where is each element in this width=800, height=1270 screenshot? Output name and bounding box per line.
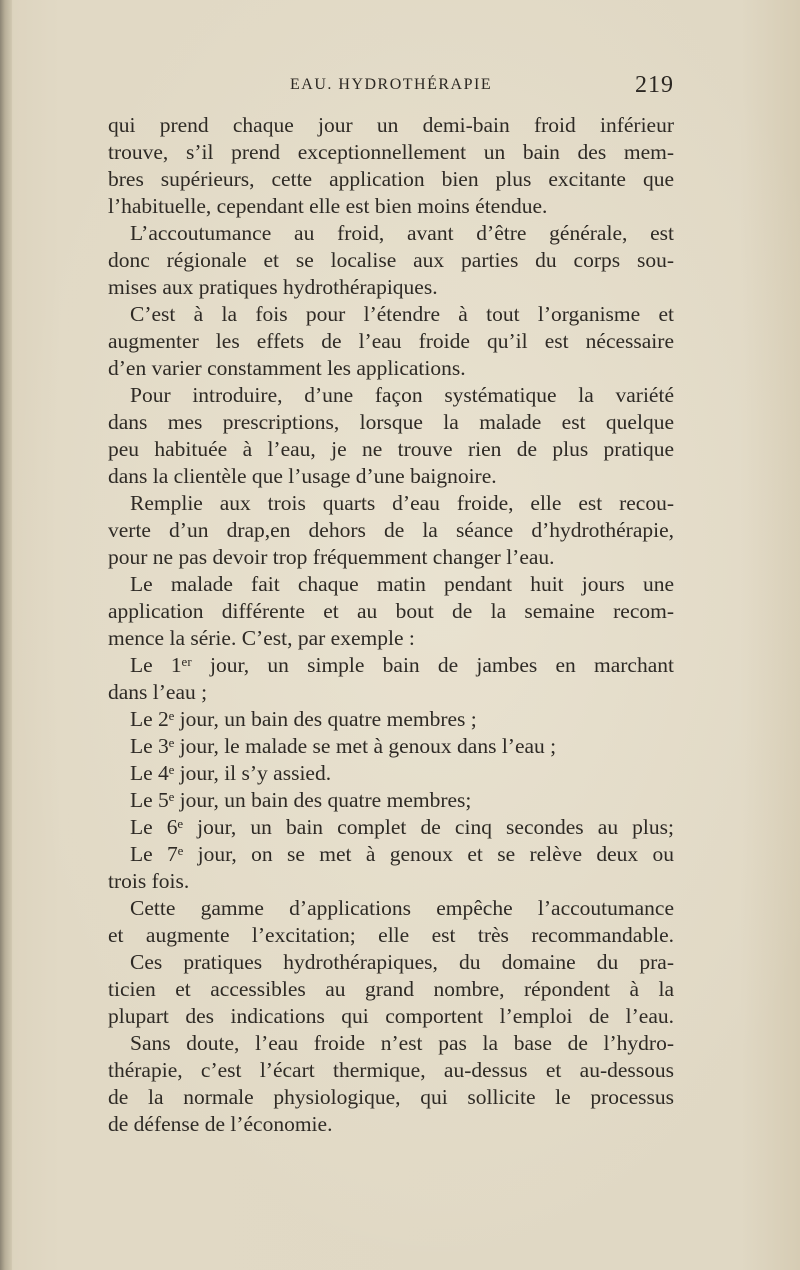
text-line: Le 2ᵉ jour, un bain des quatre membres ;	[130, 707, 477, 731]
text-line: Cette gamme d’applications empêche l’accoutumance	[130, 896, 674, 920]
text-line: Pour introduire, d’une façon systématique la variété	[130, 383, 674, 407]
body-text	[108, 112, 674, 1138]
text-line: d’en varier constamment les applications.	[108, 356, 466, 380]
text-line: verte d’un drap,en dehors de la séance d’hydrothérapie,	[108, 518, 674, 542]
page-binding-edge	[0, 0, 12, 1270]
text-line: Remplie aux trois quarts d’eau froide, elle est recou-	[130, 491, 674, 515]
text-line: pour ne pas devoir trop fréquemment changer l’eau.	[108, 545, 555, 569]
text-line: Sans doute, l’eau froide n’est pas la base de l’hydro-	[130, 1031, 674, 1055]
text-line: de la normale physiologique, qui sollicite le processus	[108, 1085, 674, 1109]
text-line: Le 6ᵉ jour, un bain complet de cinq secondes au plus;	[130, 815, 674, 839]
text-line: de défense de l’économie.	[108, 1112, 333, 1136]
text-line: Le 5ᵉ jour, un bain des quatre membres;	[130, 788, 472, 812]
text-line: C’est à la fois pour l’étendre à tout l’organisme et	[130, 302, 674, 326]
text-line: qui prend chaque jour un demi-bain froid inférieur	[108, 113, 674, 137]
running-title: EAU. HYDROTHÉRAPIE	[290, 76, 493, 93]
text-line: dans la clientèle que l’usage d’une baignoire.	[108, 464, 497, 488]
text-line: mises aux pratiques hydrothérapiques.	[108, 275, 438, 299]
text-line: trois fois.	[108, 869, 190, 893]
text-line: application différente et au bout de la semaine recom-	[108, 599, 674, 623]
text-line: et augmente l’excitation; elle est très recommandable.	[108, 923, 674, 947]
text-line: Le 1ᵉʳ jour, un simple bain de jambes en marchant	[130, 653, 674, 677]
text-line: dans mes prescriptions, lorsque la malade est quelque	[108, 410, 674, 434]
text-line: Ces pratiques hydrothérapiques, du domaine du pra-	[130, 950, 674, 974]
text-line: trouve, s’il prend exceptionnellement un bain des mem-	[108, 140, 674, 164]
page-number: 219	[635, 72, 674, 98]
text-line: Le 3ᵉ jour, le malade se met à genoux dans l’eau ;	[130, 734, 557, 758]
page-header	[108, 72, 674, 102]
text-line: Le 7ᵉ jour, on se met à genoux et se relève deux ou	[130, 842, 674, 866]
text-line: peu habituée à l’eau, je ne trouve rien de plus pratique	[108, 437, 674, 461]
text-line: bres supérieurs, cette application bien plus excitante que	[108, 167, 674, 191]
text-line: Le 4ᵉ jour, il s’y assied.	[130, 761, 332, 785]
text-line: mence la série. C’est, par exemple :	[108, 626, 415, 650]
text-line: ticien et accessibles au grand nombre, répondent à la	[108, 977, 674, 1001]
text-line: L’accoutumance au froid, avant d’être générale, est	[130, 221, 674, 245]
text-line: donc régionale et se localise aux parties du corps sou-	[108, 248, 674, 272]
text-line: l’habituelle, cependant elle est bien moins étendue.	[108, 194, 548, 218]
text-line: thérapie, c’est l’écart thermique, au-dessus et au-dessous	[108, 1058, 674, 1082]
text-line: Le malade fait chaque matin pendant huit jours une	[130, 572, 674, 596]
text-line: dans l’eau ;	[108, 680, 208, 704]
text-line: augmenter les effets de l’eau froide qu’il est nécessaire	[108, 329, 674, 353]
text-line: plupart des indications qui comportent l’emploi de l’eau.	[108, 1004, 674, 1028]
